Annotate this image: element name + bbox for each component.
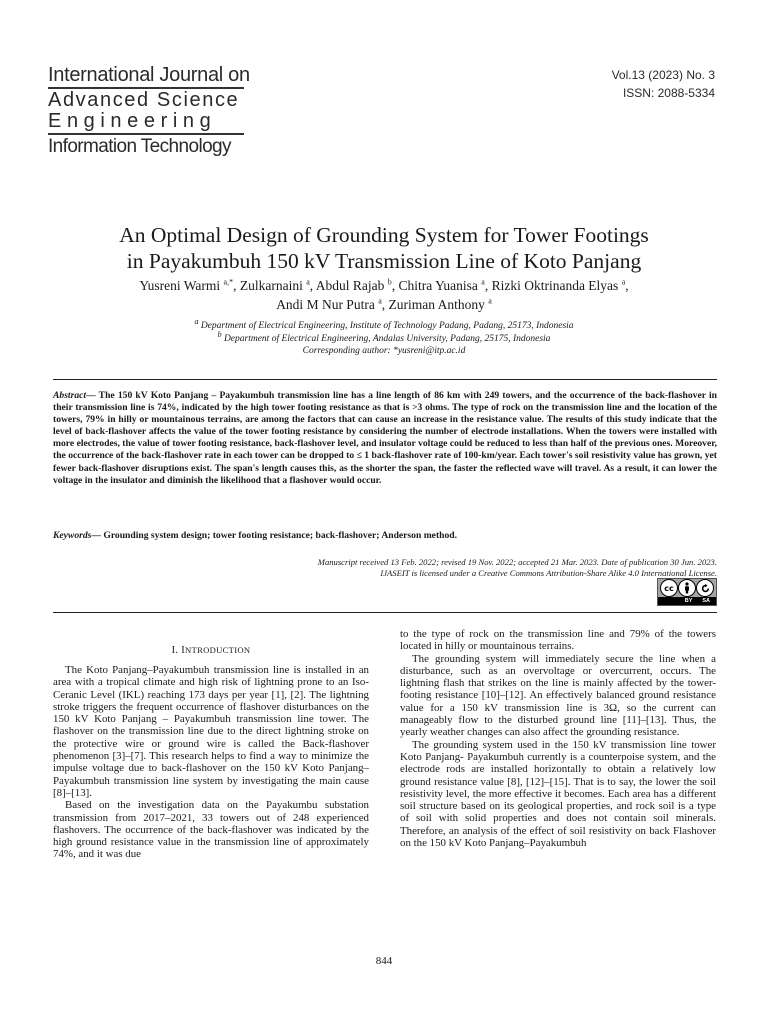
author-affil-mark: a [488,296,492,306]
right-column [400,628,716,849]
affiliations [40,316,728,358]
section-title-initial: I [181,645,186,656]
author-affil-mark: b [387,277,392,287]
paper-title [40,222,728,274]
author-line1: Yusreni Warmi $^{a,*}$, Zulkarnaini $^a$, Abdul Rajab $^b$, Chitra Yuanisa $^a$, Rizki Oktrinanda Elyas $^a$, [139,277,629,293]
affiliation-a [40,316,728,333]
abstract [53,390,717,487]
sa-label: SA [702,598,710,604]
body-paragraph: The grounding system will immediately secure the line when a disturbance, such as an overvoltage or overcurrent, occurs. The lightning flash that strikes on the line is mainly affected by the tower-footing resistance [10]–[12]. An effectively balanced ground resistance value for a 150 kV transmission line is 3Ω, so the current can manageably flow to the disturbed ground line [11]–[13]. Thus, the yearly weather changes can also affect the grounding resistance. [400,652,716,739]
affiliation-text: Department of Electrical Engineering, Institute of Technology Padang, Padang, 25173, Indonesia [200,321,574,331]
share-alike-icon [696,579,714,597]
volume-info [612,66,715,102]
author-name: Rizki Oktrinanda Elyas [491,278,619,293]
affil-mark: a [194,316,199,326]
author-name: Chitra Yuanisa [398,278,478,293]
body-paragraph: Based on the investigation data on the Payakumbu substation transmission from 2017–2021, 33 towers out of 248 experienced flashovers. The occurrence of the back-flashover was indicated by the high ground resistance value in the transmission line of approximately 74%, and it was due [53,799,369,861]
journal-name-line4: Information Technology [48,136,231,157]
page-number: 844 [375,955,393,967]
section-number: I. [171,645,179,656]
affiliation-b [40,329,728,346]
journal-logo [48,64,250,157]
author-affil-mark: a [306,277,310,287]
author-name: Zulkarnaini [239,278,303,293]
keywords-text: — Grounding system design; tower footing resistance; back-flashover; Anderson method. [91,530,458,541]
author-affil-mark: a [621,277,626,287]
body-paragraph: to the type of rock on the transmission line and 79% of the towers located in hilly or mountainous terrains. [400,628,716,653]
section-title-rest: NTRODUCTION [185,645,251,655]
journal-name-line1: International Journal on [48,64,250,86]
section-heading [53,644,369,657]
title-line1: An Optimal Design of Grounding System for Tower Footings [119,223,649,247]
cc-badge-icons [658,579,716,597]
author-list [40,276,728,314]
cc-badge-labels [658,597,716,605]
corresponding-author: Corresponding author: *yusreni@itp.ac.id [302,346,466,356]
abstract-top-rule [53,379,717,380]
title-line2: in Payakumbuh 150 kV Transmission Line of Koto Panjang [126,249,642,273]
abstract-label: Abstract [53,390,87,401]
author-name: Abdul Rajab [315,278,385,293]
left-column [53,644,369,861]
issn: ISSN: 2088-5334 [622,86,715,100]
keywords [53,530,717,542]
author-affil-mark: a,* [223,277,234,287]
affil-mark: b [217,329,222,339]
license-statement: IJASEIT is licensed under a Creative Commons Attribution-Share Alike 4.0 International License. [380,567,717,578]
author-affil-mark: a [378,296,382,306]
header-bottom-rule [53,612,717,613]
volume-issue: Vol.13 (2023) No. 3 [611,68,715,82]
abstract-text: — The 150 kV Koto Panjang – Payakumbuh transmission line has a line length of 86 km with 249 towers, and the occurrence of the back-flashover in their transmission line is 74%, indicated by the high tower footing resistance as that is >3 ohms. The type of rock on the transmission line and the location of the towers, 79% in hilly or mountainous terrains, are among the factors that can cause an increase in the resistance value. The results of this study indicate that the level of back-flashover affects the value of the tower footing resistance by considering the number of electrode installations. When the towers were installed with more electrodes, the value of tower footing resistance, back-flashover level, and insulator voltage could be reduced to less than half of the previous ones. Moreover, the occurrence of the back-flashover rate in each tower can be dropped to ≤ 1 back-flashover rate of 100-km/year. Each tower's soil resistivity value has grown, yet fewer back-flashover disruptions exist. The span's length causes this, as the shorter the span, the faster the reflected wave will travel. As a result, it can lower the voltage in the insulator and diminish the likelihood that a flashover would occur. [53,390,717,486]
journal-name-line3: Engineering [48,110,217,132]
author-name: Yusreni Warmi [139,278,221,293]
by-label: BY [684,598,693,604]
author-name: Zuriman Anthony [388,297,485,312]
affiliation-text: Department of Electrical Engineering, Andalas University, Padang, 25175, Indonesia [223,333,551,344]
body-paragraph: The Koto Panjang–Payakumbuh transmission line is installed in an area with a tropical climate and high risk of lightning prone to an Iso-Ceranic Level (IKL) reaching 173 days per year [1], [2]. The lightning stroke triggers the frequent occurrence of flashover disturbances on the 150 kV Koto Panjang – Payakumbuh transmission line tower. The flashover on the transmission line due to the direct lightning stroke on the protective wire or ground wire is called the Back-flashover phenomenon [3]–[7]. This research helps to find a way to minimize the impulse voltage due to back-flashover on the 150 kV Koto Panjang–Payakumbuh transmission line system by investigating the main cause [8]–[13]. [53,664,369,799]
keywords-label: Keywords [53,530,92,541]
journal-name-line2: Advanced Science [48,89,240,111]
manuscript-history: Manuscript received 13 Feb. 2022; revised 19 Nov. 2022; accepted 21 Mar. 2023. Date of publication 30 Jun. 2023. [317,557,717,567]
cc-icon: cc [660,579,678,597]
author-affil-mark: a [481,277,485,287]
attribution-icon [678,579,696,597]
body-paragraph: The grounding system used in the 150 kV transmission line tower Koto Panjang- Payakumbuh currently is a counterpoise system, and the electrode rods are installed horizontally to obtain a relatively low ground resistance value [8], [12]–[15]. That is to say, the lower the soil resistivity level, the more effective it becomes. Each area has a different soil structure based on its geological properties, and rock soil is a type of soil with solid properties and does not contain soil minerals. Therefore, an analysis of the effect of soil resistivity on back Flashover on the 150 kV Koto Panjang–Payakumbuh [400,738,716,850]
manuscript-dates [318,557,717,579]
author-line2: Andi M Nur Putra $^a$, Zuriman Anthony $^a$ [276,296,492,312]
author-name: Andi M Nur Putra [276,297,375,312]
cc-license-badge[interactable] [657,578,717,606]
logo-rule [48,133,244,135]
